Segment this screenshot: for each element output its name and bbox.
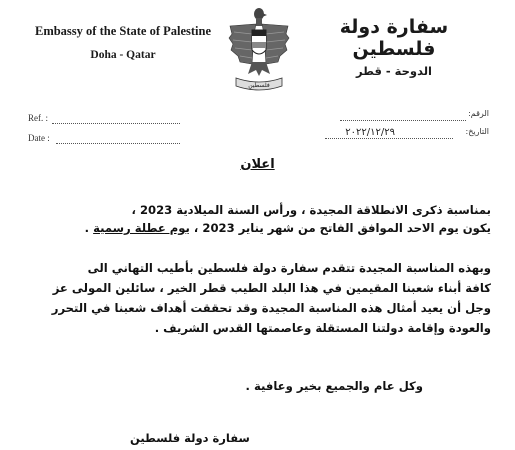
ar-date-dotted-line xyxy=(325,138,453,139)
header-english xyxy=(28,24,218,61)
location-en: Doha - Qatar xyxy=(90,49,156,61)
paragraph-2-line-2: كافة أبناء شعبنا المقيمين في هذا البلد الطيب قطر الخير ، سائلين المولى عز xyxy=(52,281,491,295)
paragraph-1 xyxy=(21,201,491,237)
signature: سفارة دولة فلسطين xyxy=(130,431,250,445)
ar-date-value: ٢٠٢٢/١٢/٢٩ xyxy=(345,127,395,138)
embassy-name-ar: سفارة دولة فلسطين xyxy=(339,16,449,60)
paragraph-1-line-2 xyxy=(21,219,491,237)
p1-line2-text: يكون يوم الاحد الموافق الفاتح من شهر يناير 2023 ، xyxy=(189,221,491,235)
official-holiday-text: يوم عطلة رسمية xyxy=(93,221,190,235)
date-dotted-line xyxy=(56,143,180,144)
ref-label: Ref. : xyxy=(28,113,48,123)
paragraph-2 xyxy=(15,258,491,338)
embassy-name-en: Embassy of the State of Palestine xyxy=(34,24,212,38)
paragraph-1-line-1: بمناسبة ذكرى الانطلاقة المجيدة ، ورأس السنة الميلادية 2023 ، xyxy=(131,203,491,217)
announcement-title: اعلان xyxy=(240,157,275,172)
ar-date-label: التاريخ: xyxy=(465,127,489,136)
ar-ref-label: الرقم: xyxy=(468,109,489,118)
paragraph-3: وكل عام والجميع بخير وعافية . xyxy=(245,379,423,393)
header-arabic xyxy=(299,16,489,78)
date-label: Date : xyxy=(28,133,50,143)
location-ar: الدوحة - قطر xyxy=(356,64,432,78)
ar-ref-dotted-line xyxy=(340,120,466,121)
ref-dotted-line xyxy=(52,123,180,124)
paragraph-2-line-3: وجل أن يعيد أمثال هذه المناسبة المجيدة وقد تحققت أهداف شعبنا في التحرر xyxy=(51,301,491,315)
paragraph-2-line-4: والعودة وإقامة دولتنا المستقلة وعاصمتها القدس الشريف . xyxy=(154,321,491,335)
palestine-eagle-emblem xyxy=(226,4,292,96)
emblem-scroll-text: فلسطين xyxy=(248,82,270,89)
paragraph-2-line-1: وبهذه المناسبة المجيدة تتقدم سفارة دولة فلسطين بأطيب التهاني الى xyxy=(87,261,491,275)
p1-line2-end: . xyxy=(84,221,94,235)
